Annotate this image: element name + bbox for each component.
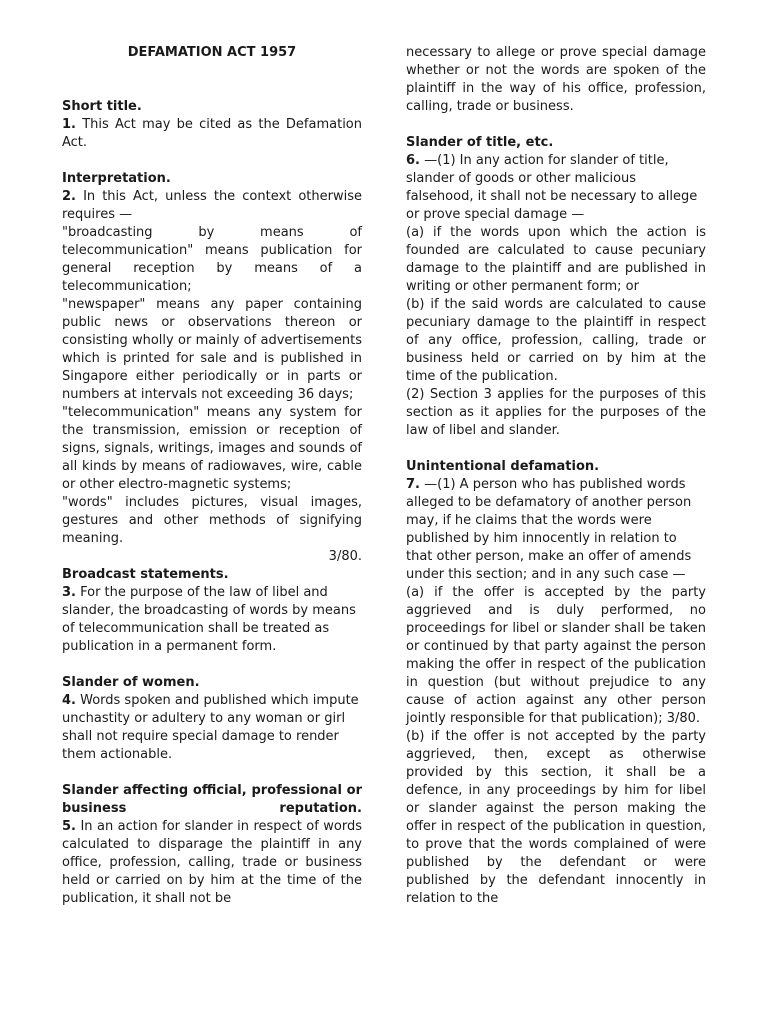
section-7-para-a-note: 3/80. (666, 711, 701, 726)
section-6-para-a: (a) if the words upon which the action is founded are calculated to cause pecuniary damage to the plaintiff and are published in writing or other permanent form; or (406, 225, 706, 294)
section-6-heading: Slander of title, etc. (406, 135, 554, 150)
section-6-para-b: (b) if the said words are calculated to cause pecuniary damage to the plaintiff in respect of any office, profession, calling, trade or business held or carried on by him at the time of the publication. (406, 297, 706, 384)
section-6-text (406, 152, 706, 224)
section-4-number: 4. (62, 693, 76, 708)
section-6-subsection-2: (2) Section 3 applies for the purposes of this section as it applies for the purposes of the law of libel and slander. (406, 387, 706, 438)
section-5-heading: Slander affecting official, professional or business reputation. (62, 783, 362, 816)
section-7-heading: Unintentional defamation. (406, 459, 600, 474)
section-7-para-a-text: (a) if the offer is accepted by the party aggrieved and is duly performed, no proceedings for libel or slander shall be taken or continued by that party against the person making the offer in respect of the publication in question (but without prejudice to any cause of action against any other person jointly responsible for that publication); (406, 585, 706, 726)
definition-broadcasting: "broadcasting by means of telecommunication" means publication for general reception by means of a telecommunication; (62, 225, 362, 294)
left-column (62, 44, 362, 908)
section-5-text (62, 818, 362, 908)
section-2-number: 2. (62, 189, 76, 204)
definition-telecommunication: "telecommunication" means any system for the transmission, emission or reception of signs, signals, writings, images and sounds of all kinds by means of radiowaves, wire, cable or other electro-magnetic systems; (62, 405, 362, 492)
section-5-number: 5. (62, 819, 76, 834)
section-3-text (62, 584, 362, 656)
section-7-para-b: (b) if the offer is not accepted by the party aggrieved, then, except as otherwise provided by this section, it shall be a defence, in any proceedings by him for libel or slander against the person making the offer in respect of the publication in question, to prove that the words complained of were published by the defendant or were published by the defendant innocently in relation to the (406, 729, 706, 906)
section-3-heading: Broadcast statements. (62, 567, 229, 582)
section-1-number: 1. (62, 117, 76, 132)
section-1-heading: Short title. (62, 99, 142, 114)
definition-newspaper: "newspaper" means any paper containing public news or observations thereon or consisting wholly or mainly of advertisements which is printed for sale and is published in Singapore either periodically or in parts or numbers at intervals not exceeding 36 days; (62, 297, 362, 402)
section-1-text (62, 116, 362, 152)
section-5-body: In an action for slander in respect of words calculated to disparage the plaintiff in any office, profession, calling, trade or business held or carried on by him at the time of the publication, it shall not be (62, 819, 362, 906)
section-4-body: Words spoken and published which impute unchastity or adultery to any woman or girl shall not require special damage to render them actionable. (62, 693, 359, 762)
section-2-heading: Interpretation. (62, 171, 171, 186)
section-7-text (406, 476, 706, 584)
definition-words: "words" includes pictures, visual images, gestures and other methods of signifying meaning. (62, 495, 362, 546)
section-6-body: —(1) In any action for slander of title, slander of goods or other malicious falsehood, it shall not be necessary to allege or prove special damage — (406, 153, 698, 222)
section-2-body: In this Act, unless the context otherwise requires — (62, 189, 362, 222)
section-3-number: 3. (62, 585, 76, 600)
section-4-text (62, 692, 362, 764)
section-4-heading: Slander of women. (62, 675, 200, 690)
section-6-number: 6. (406, 153, 420, 168)
section-5-continuation: necessary to allege or prove special damage whether or not the words are spoken of the plaintiff in the way of his office, profession, calling, trade or business. (406, 45, 706, 114)
amendment-note: 3/80. (328, 549, 362, 564)
section-7-para-a (406, 584, 706, 728)
section-1-body: This Act may be cited as the Defamation Act. (62, 117, 362, 150)
section-3-body: For the purpose of the law of libel and slander, the broadcasting of words by means of telecommunication shall be treated as publication in a permanent form. (62, 585, 356, 654)
document-title: DEFAMATION ACT 1957 (127, 45, 297, 60)
section-2-text (62, 188, 362, 224)
section-7-number: 7. (406, 477, 420, 492)
section-7-body: —(1) A person who has published words alleged to be defamatory of another person may, if he claims that the words were published by him innocently in relation to that other person, make an offer of amends under this section; and in any such case — (406, 477, 692, 582)
right-column (406, 44, 706, 908)
